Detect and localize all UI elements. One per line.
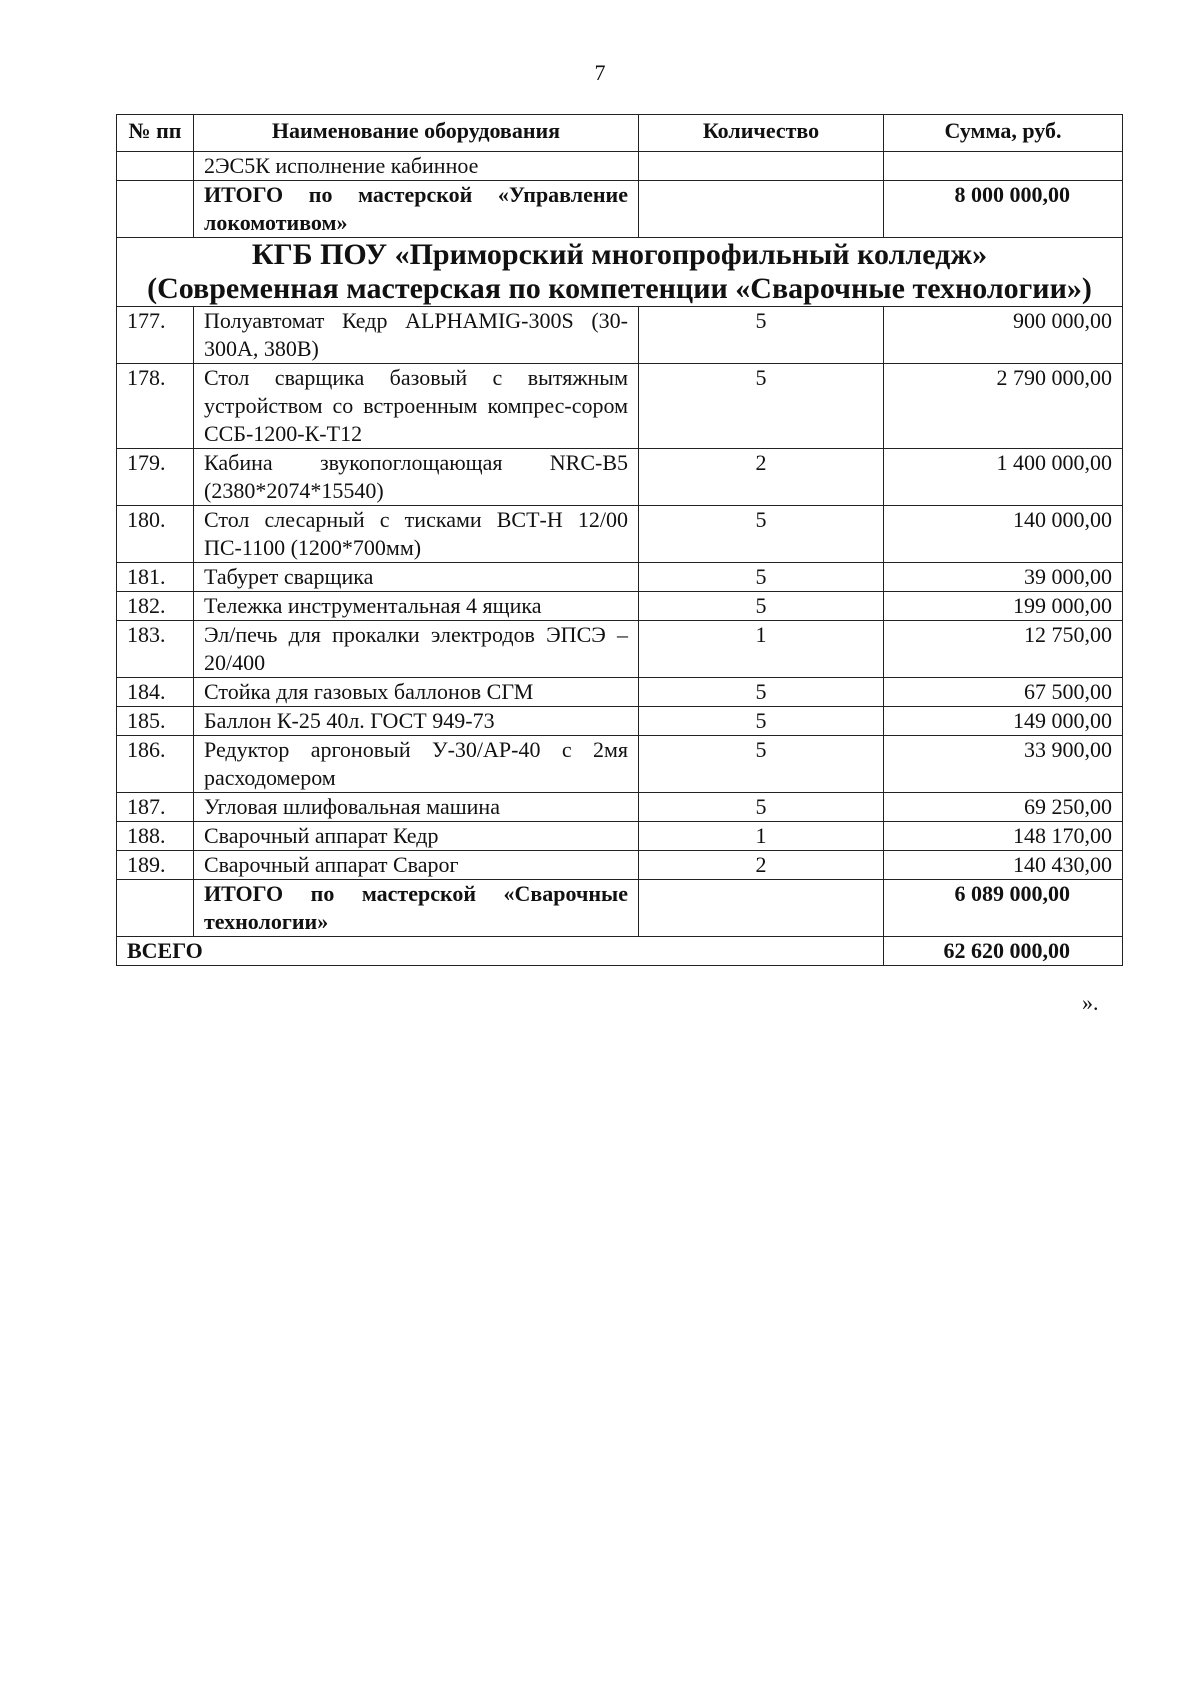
cell-no: 188. [117,822,194,851]
cell-qty: 5 [639,678,884,707]
cell-no: 178. [117,364,194,449]
cell-name: Редуктор аргоновый У-30/АР-40 с 2мя расходомером [194,736,639,793]
section-heading-line-2: (Современная мастерская по компетенции «Сварочные технологии») [147,272,1092,305]
cell-sum: 140 000,00 [884,506,1123,563]
cell-sum: 69 250,00 [884,793,1123,822]
equipment-table [116,114,1123,966]
cell-name: Полуавтомат Кедр ALPHAMIG-300S (30-300А, 380В) [194,307,639,364]
cell-sum: 33 900,00 [884,736,1123,793]
table-row [117,307,1123,364]
cell-sum: 900 000,00 [884,307,1123,364]
cell-no: 179. [117,449,194,506]
cell-qty: 1 [639,621,884,678]
cell-no [117,181,194,238]
cell-qty: 2 [639,851,884,880]
section-heading-line-1: КГБ ПОУ «Приморский многопрофильный колледж» [251,238,988,271]
section-total-row [117,880,1123,937]
cell-no: 181. [117,563,194,592]
cell-no: 187. [117,793,194,822]
cell-sum: 67 500,00 [884,678,1123,707]
table-row [117,707,1123,736]
cell-name: Сварочный аппарат Сварог [194,851,639,880]
total-sum: 8 000 000,00 [884,181,1123,238]
grand-total-sum: 62 620 000,00 [884,937,1123,966]
cell-no [117,880,194,937]
cell-no [117,152,194,181]
cell-sum: 1 400 000,00 [884,449,1123,506]
header-sum: Сумма, руб. [884,115,1123,152]
table-row [117,851,1123,880]
cell-no: 184. [117,678,194,707]
section-total-label: ИТОГО по мастерской «Сварочные технологии» [194,880,639,937]
section-heading [117,238,1123,307]
total-label: ИТОГО по мастерской «Управление локомотивом» [194,181,639,238]
cell-sum: 148 170,00 [884,822,1123,851]
cell-qty: 5 [639,793,884,822]
cell-no: 182. [117,592,194,621]
cell-no: 186. [117,736,194,793]
table-row [117,736,1123,793]
cell-name: Тележка инструментальная 4 ящика [194,592,639,621]
cell-sum: 199 000,00 [884,592,1123,621]
cell-qty: 5 [639,307,884,364]
cell-name: Кабина звукопоглощающая NRC-B5 (2380*2074*15540) [194,449,639,506]
cell-no: 189. [117,851,194,880]
cell-name: 2ЭС5К исполнение кабинное [194,152,639,181]
cell-sum: 2 790 000,00 [884,364,1123,449]
cell-no: 177. [117,307,194,364]
table-row [117,506,1123,563]
cell-qty [639,880,884,937]
previous-workshop-total-row [117,181,1123,238]
grand-total-row [117,937,1123,966]
header-name: Наименование оборудования [194,115,639,152]
cell-name: Баллон К-25 40л. ГОСТ 949-73 [194,707,639,736]
section-heading-row [117,238,1123,307]
cell-qty [639,181,884,238]
cell-qty: 5 [639,563,884,592]
table-row [117,822,1123,851]
cell-qty: 1 [639,822,884,851]
table-row [117,793,1123,822]
section-total-sum: 6 089 000,00 [884,880,1123,937]
page-number: 7 [594,60,606,85]
table-row [117,449,1123,506]
cell-qty: 5 [639,364,884,449]
cell-qty: 5 [639,736,884,793]
cell-no: 180. [117,506,194,563]
cell-name: Стол сварщика базовый с вытяжным устройством со встроенным компрес-сором ССБ-1200-К-Т12 [194,364,639,449]
table-row [117,364,1123,449]
cell-name: Табурет сварщика [194,563,639,592]
header-quantity: Количество [639,115,884,152]
table-row [117,678,1123,707]
cell-sum [884,152,1123,181]
closing-quote-mark: ». [1082,990,1099,1015]
cell-name: Сварочный аппарат Кедр [194,822,639,851]
grand-total-label: ВСЕГО [117,937,884,966]
table-row [117,592,1123,621]
cell-qty: 5 [639,592,884,621]
cell-sum: 39 000,00 [884,563,1123,592]
table-row [117,621,1123,678]
cell-no: 185. [117,707,194,736]
cell-sum: 12 750,00 [884,621,1123,678]
header-no: № пп [117,115,194,152]
cell-sum: 140 430,00 [884,851,1123,880]
cell-qty: 5 [639,506,884,563]
cell-name: Угловая шлифовальная машина [194,793,639,822]
cell-no: 183. [117,621,194,678]
cell-name: Эл/печь для прокалки электродов ЭПСЭ – 20/400 [194,621,639,678]
cell-qty [639,152,884,181]
table-row [117,563,1123,592]
carryover-row [117,152,1123,181]
cell-sum: 149 000,00 [884,707,1123,736]
cell-qty: 5 [639,707,884,736]
cell-name: Стойка для газовых баллонов СГМ [194,678,639,707]
table-header-row [117,115,1123,152]
cell-name: Стол слесарный с тисками ВСТ-Н 12/00 ПС-1100 (1200*700мм) [194,506,639,563]
cell-qty: 2 [639,449,884,506]
